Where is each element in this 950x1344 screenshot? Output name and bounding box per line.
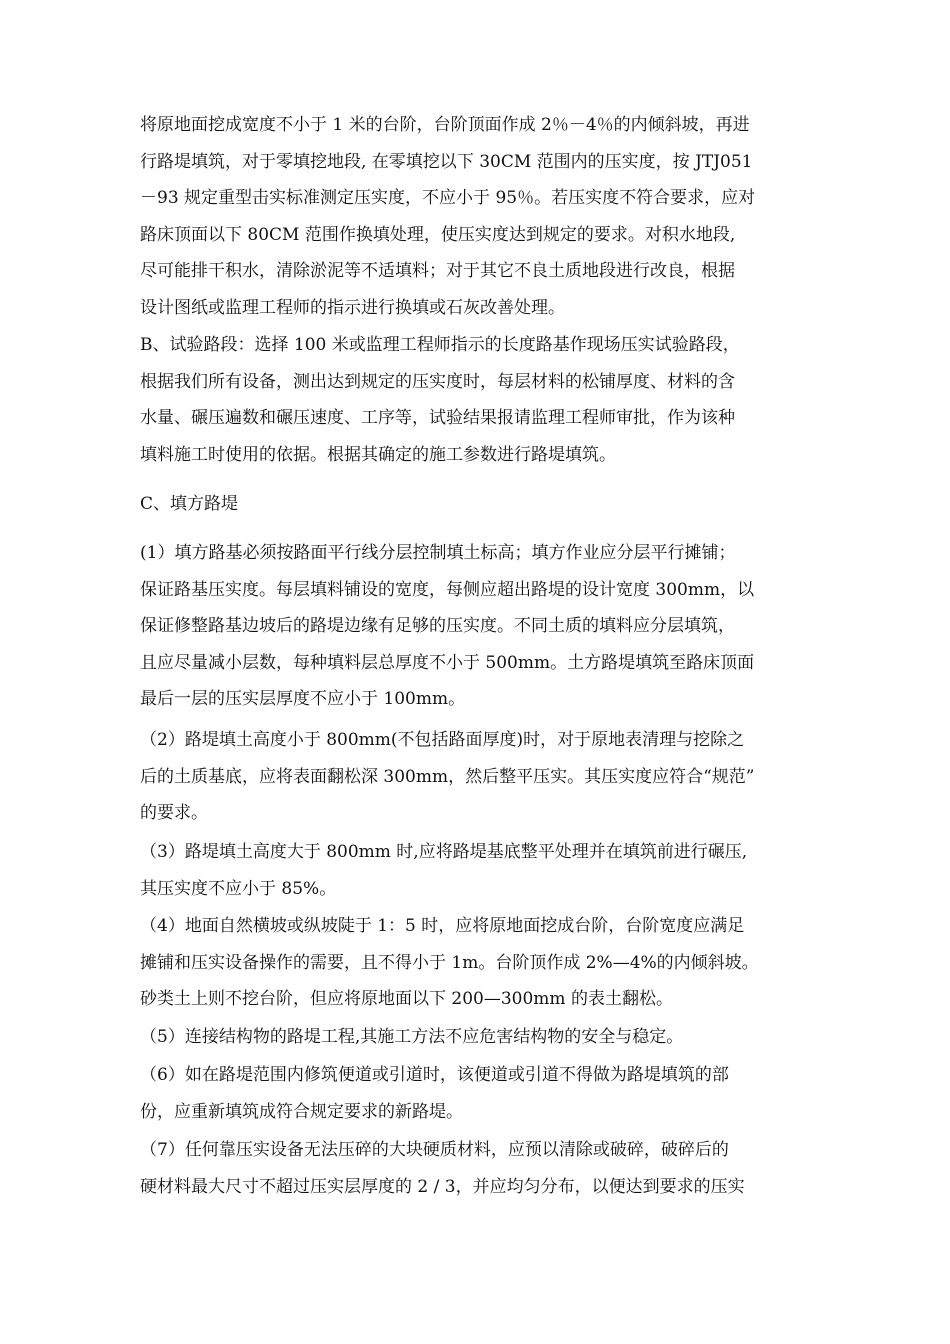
paragraph-line: 其压实度不应小于 85%。 xyxy=(140,878,337,899)
paragraph-line: （4）地面自然横坡或纵坡陡于 1：5 时，应将原地面挖成台阶，台阶宽度应满足 xyxy=(140,916,745,936)
paragraph-line: （6）如在路堤范围内修筑便道或引道时，该便道或引道不得做为路堤填筑的部 xyxy=(140,1065,729,1085)
paragraph-line: 将原地面挖成宽度不小于 1 米的台阶，台阶顶面作成 2％－4％的内倾斜坡，再进 xyxy=(140,115,750,135)
paragraph-line: B、试验路段：选择 100 米或监理工程师指示的长度路基作现场压实试验路段， xyxy=(140,335,740,355)
paragraph-line: 后的土质基底，应将表面翻松深 300mm，然后整平压实。其压实度应符合“规范” xyxy=(140,766,755,787)
paragraph-line: 保证路基压实度。每层填料铺设的宽度，每侧应超出路堤的设计宽度 300mm，以 xyxy=(140,579,755,600)
paragraph-b-trial-section xyxy=(140,327,820,473)
paragraph-line: 份，应重新填筑成符合规定要求的新路堤。 xyxy=(140,1101,463,1122)
paragraph-line: 保证修整路基边坡后的路堤边缘有足够的压实度。不同土质的填料应分层填筑， xyxy=(140,616,735,636)
list-item-3 xyxy=(140,834,820,907)
paragraph-line: (1）填方路基必须按路面平行线分层控制填土标高；填方作业应分层平行摊铺； xyxy=(140,543,736,563)
paragraph-line: 且应尽量减小层数，每种填料层总厚度不小于 500mm。土方路堤填筑至路床顶面 xyxy=(140,652,755,673)
paragraph-line: （2）路堤填土高度小于 800mm(不包括路面厚度)时，对于原地表清理与挖除之 xyxy=(140,730,745,750)
paragraph-line: 设计图纸或监理工程师的指示进行换填或石灰改善处理。 xyxy=(140,297,565,318)
list-item-4 xyxy=(140,908,820,1018)
section-heading-c xyxy=(140,486,820,523)
paragraph-line: 填料施工时使用的依据。根据其确定的施工参数进行路堤填筑。 xyxy=(140,444,616,465)
list-item-2 xyxy=(140,722,820,832)
paragraph-line: （5）连接结构物的路堤工程,其施工方法不应危害结构物的安全与稳定。 xyxy=(140,1027,684,1047)
paragraph-a xyxy=(140,107,820,326)
paragraph-line: 尽可能排干积水，清除淤泥等不适填料；对于其它不良土质地段进行改良，根据 xyxy=(140,261,735,281)
paragraph-line: 砂类土上则不挖台阶，但应将原地面以下 200—300mm 的表土翻松。 xyxy=(140,989,673,1009)
paragraph-line: 路床顶面以下 80CM 范围作换填处理，使压实度达到规定的要求。对积水地段, xyxy=(140,224,736,245)
paragraph-line: －93 规定重型击实标准测定压实度，不应小于 95％。若压实度不符合要求，应对 xyxy=(140,188,756,208)
paragraph-line: （7）任何靠压实设备无法压碎的大块硬质材料，应预以清除或破碎，破碎后的 xyxy=(140,1140,729,1160)
paragraph-line: 的要求。 xyxy=(140,803,208,823)
paragraph-line: （3）路堤填土高度大于 800mm 时,应将路堤基底整平处理并在填筑前进行碾压, xyxy=(140,842,748,862)
list-item-7 xyxy=(140,1132,820,1205)
list-item-1 xyxy=(140,535,820,718)
paragraph-line: 摊铺和压实设备操作的需要，且不得小于 1m。台阶顶作成 2%—4%的内倾斜坡。 xyxy=(140,952,759,973)
paragraph-line: 硬材料最大尺寸不超过压实层厚度的 2 / 3，并应均匀分布，以便达到要求的压实 xyxy=(140,1176,745,1197)
paragraph-line: 最后一层的压实层厚度不应小于 100mm。 xyxy=(140,689,466,709)
paragraph-line: 行路堤填筑，对于零填挖地段, 在零填挖以下 30CM 范围内的压实度，按 JTJ051 xyxy=(140,151,753,172)
heading-text: C、填方路堤 xyxy=(140,494,239,514)
paragraph-line: 根据我们所有设备，测出达到规定的压实度时，每层材料的松铺厚度、材料的含 xyxy=(140,371,735,392)
list-item-5 xyxy=(140,1019,820,1056)
paragraph-line: 水量、碾压遍数和碾压速度、工序等，试验结果报请监理工程师审批，作为该种 xyxy=(140,408,735,428)
list-item-6 xyxy=(140,1057,820,1130)
